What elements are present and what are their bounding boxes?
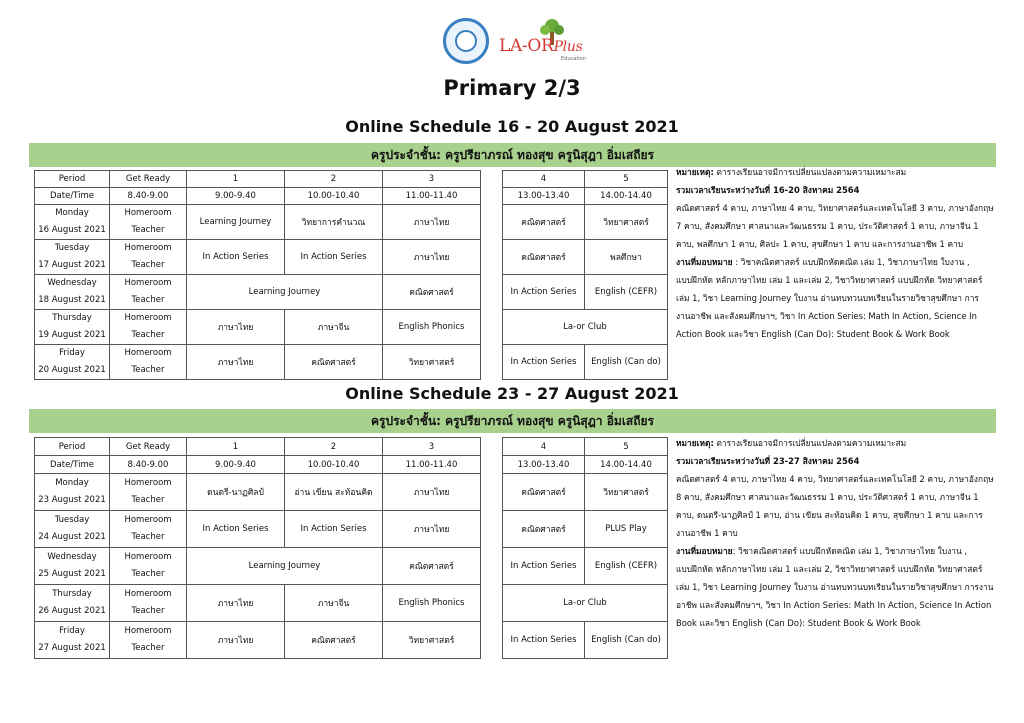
header-cell: 2 [285,171,383,188]
period-cell: คณิตศาสตร์ [285,622,383,659]
period-cell: English (Can do) [585,345,668,380]
header-cell: 11.00-11.40 [383,188,481,205]
ready-cell: Homeroom Teacher [110,275,187,310]
header-cell: Get Ready [110,438,187,456]
day-cell: Thursday 19 August 2021 [35,310,110,345]
lunch-gap [481,438,503,659]
lunch-gap [481,171,503,380]
ready-cell: Homeroom Teacher [110,310,187,345]
schedule-notes: หมายเหตุ: ตารางเรียนอาจมีการเปลี่ยนแปลงตามความเหมาะสม รวมเวลาเรียนระหว่างวันที่ 16-20 สิงหาคม 2564 คณิตศาสตร์ 4 คาบ, ภาษาไทย 4 คาบ, วิทยาศาสตร์และเทคโนโลยี 3 คาบ, ภาษาอังกฤษ 7 คาบ, สังคมศึกษา ศาสนาและวัฒนธรรม 1 คาบ, ประวัติศาสตร์ 1 คาบ, ภาษาจีน 1 คาบ, พลศึกษา 1 คาบ, ศิลปะ 1 คาบ, สุขศึกษา 1 คาบ และการงานอาชีพ 1 คาบ งานที่มอบหมาย : วิชาคณิตศาสตร์ แบบฝึกหัดคณิต เล่ม 1, วิชาภาษาไทย ใบงาน , แบบฝึกหัด หลักภาษาไทย เล่ม 1 และเล่ม 2, วิชาวิทยาศาสตร์ แบบฝึกหัด วิทยาศาสตร์ เล่ม 1, วิชา Learning Journey ใบงาน อ่านทบทวนบทเรียนในรายวิชาสุขศึกษา การ งานอาชีพ และสังคมศึกษาฯ, วิชา In Action Series: Math In Action, Science In Action Book และวิชา English (Can Do): Student Book & Work Book [676,167,994,339]
period-cell: คณิตศาสตร์ [383,548,481,585]
table-row [35,548,668,585]
day-cell: Monday 23 August 2021 [35,474,110,511]
header-cell: 4 [503,438,585,456]
schedule-title: Online Schedule 23 - 27 August 2021 [345,384,679,403]
ready-cell: Homeroom Teacher [110,345,187,380]
period-cell: คณิตศาสตร์ [383,275,481,310]
day-cell: Tuesday 24 August 2021 [35,511,110,548]
period-cell: ภาษาไทย [187,622,285,659]
period-cell: คณิตศาสตร์ [503,474,585,511]
period-cell: พลศึกษา [585,240,668,275]
period-cell: Learning Journey [187,275,383,310]
period-cell: ภาษาไทย [383,240,481,275]
period-cell: English (CEFR) [585,548,668,585]
period-cell: วิทยาศาสตร์ [383,622,481,659]
day-cell: Monday 16 August 2021 [35,205,110,240]
table-row [35,585,668,622]
header-cell: 5 [585,438,668,456]
period-cell: ดนตรี-นาฏศิลป์ [187,474,285,511]
ready-cell: Homeroom Teacher [110,474,187,511]
header-cell: Date/Time [35,456,110,474]
teacher-bar: ครูประจำชั้น: ครูปรียาภรณ์ ทองสุข ครูนิสุฎา อิ่มเสถียร [29,143,996,167]
period-cell: PLUS Play [585,511,668,548]
header-row-times [35,456,668,474]
period-cell: English (Can do) [585,622,668,659]
period-cell: คณิตศาสตร์ [285,345,383,380]
period-cell: In Action Series [503,275,585,310]
header-row-periods [35,438,668,456]
period-cell: วิทยาศาสตร์ [585,474,668,511]
period-cell: คณิตศาสตร์ [503,205,585,240]
brand-main: LA-OR [499,36,554,56]
period-cell: คณิตศาสตร์ [503,511,585,548]
day-cell: Thursday 26 August 2021 [35,585,110,622]
period-cell: วิทยาศาสตร์ [585,205,668,240]
period-cell: ภาษาไทย [187,310,285,345]
brand-logo [499,36,582,56]
ready-cell: Homeroom Teacher [110,511,187,548]
period-cell: In Action Series [187,240,285,275]
period-cell: In Action Series [503,345,585,380]
day-cell: Friday 20 August 2021 [35,345,110,380]
header-cell: 1 [187,438,285,456]
schedule-table [34,437,668,659]
table-row [35,275,668,310]
table-row [35,205,668,240]
schedule-title: Online Schedule 16 - 20 August 2021 [345,117,679,136]
header-cell: 10.00-10.40 [285,188,383,205]
header-cell: 10.00-10.40 [285,456,383,474]
period-cell: ภาษาไทย [383,511,481,548]
period-cell: In Action Series [503,622,585,659]
header-cell: 13.00-13.40 [503,188,585,205]
brand-sub: Education [561,56,586,62]
day-cell: Friday 27 August 2021 [35,622,110,659]
period-cell: คณิตศาสตร์ [503,240,585,275]
header-cell: Date/Time [35,188,110,205]
day-cell: Wednesday 25 August 2021 [35,548,110,585]
period-cell: In Action Series [285,511,383,548]
table-row [35,240,668,275]
header-cell: Get Ready [110,171,187,188]
ready-cell: Homeroom Teacher [110,205,187,240]
period-cell: La-or Club [503,310,668,345]
ready-cell: Homeroom Teacher [110,585,187,622]
header-cell: 8.40-9.00 [110,188,187,205]
header-cell: 8.40-9.00 [110,456,187,474]
header-cell: 5 [585,171,668,188]
period-cell: ภาษาไทย [187,345,285,380]
period-cell: La-or Club [503,585,668,622]
period-cell: In Action Series [503,548,585,585]
header-cell: Period [35,438,110,456]
period-cell: English (CEFR) [585,275,668,310]
schedule-table [34,170,668,380]
period-cell: ภาษาไทย [187,585,285,622]
teacher-bar: ครูประจำชั้น: ครูปรียาภรณ์ ทองสุข ครูนิสุฎา อิ่มเสถียร [29,409,996,433]
period-cell: Learning Journey [187,548,383,585]
period-cell: English Phonics [383,585,481,622]
period-cell: ภาษาไทย [383,474,481,511]
period-cell: อ่าน เขียน สะท้อนคิด [285,474,383,511]
period-cell: English Phonics [383,310,481,345]
header-logos [443,16,603,72]
schedule-notes: หมายเหตุ: ตารางเรียนอาจมีการเปลี่ยนแปลงตามความเหมาะสม รวมเวลาเรียนระหว่างวันที่ 23-27 สิงหาคม 2564 คณิตศาสตร์ 4 คาบ, ภาษาไทย 4 คาบ, วิทยาศาสตร์และเทคโนโลยี 2 คาบ, ภาษาอังกฤษ 8 คาบ, สังคมศึกษา ศาสนาและวัฒนธรรม 1 คาบ, ประวัติศาสตร์ 1 คาบ, ภาษาจีน 1 คาบ, ดนตรี-นาฏศิลป์ 1 คาบ, อ่าน เขียน สะท้อนคิด 1 คาบ, สุขศึกษา 1 คาบ และการ งานอาชีพ 1 คาบ งานที่มอบหมาย: วิชาคณิตศาสตร์ แบบฝึกหัดคณิต เล่ม 1, วิชาภาษาไทย ใบงาน , แบบฝึกหัด หลักภาษาไทย เล่ม 1 และเล่ม 2, วิชาวิทยาศาสตร์ แบบฝึกหัด วิทยาศาสตร์ เล่ม 1, วิชา Learning Journey ใบงาน อ่านทบทวนบทเรียนในรายวิชาสุขศึกษา การงาน อาชีพ และสังคมศึกษาฯ, วิชา In Action Series: Math In Action, Science In Action Book และวิชา English (Can Do): Student Book & Work Book [676,438,994,628]
header-cell: 4 [503,171,585,188]
header-row-periods [35,171,668,188]
ready-cell: Homeroom Teacher [110,240,187,275]
header-cell: 2 [285,438,383,456]
header-cell: 1 [187,171,285,188]
period-cell: วิทยาการคำนวณ [285,205,383,240]
period-cell: ภาษาไทย [383,205,481,240]
day-cell: Tuesday 17 August 2021 [35,240,110,275]
header-row-times [35,188,668,205]
period-cell: ภาษาจีน [285,585,383,622]
period-cell: Learning Journey [187,205,285,240]
period-cell: ภาษาจีน [285,310,383,345]
table-row [35,310,668,345]
page-title: Primary 2/3 [443,76,581,100]
table-row [35,511,668,548]
school-seal-icon [443,18,489,64]
header-cell: 3 [383,438,481,456]
period-cell: วิทยาศาสตร์ [383,345,481,380]
day-cell: Wednesday 18 August 2021 [35,275,110,310]
header-cell: 14.00-14.40 [585,188,668,205]
brand-plus: Plus [553,39,583,55]
ready-cell: Homeroom Teacher [110,622,187,659]
header-cell: 9.00-9.40 [187,456,285,474]
header-cell: 3 [383,171,481,188]
header-cell: Period [35,171,110,188]
header-cell: 13.00-13.40 [503,456,585,474]
ready-cell: Homeroom Teacher [110,548,187,585]
header-cell: 9.00-9.40 [187,188,285,205]
table-row [35,622,668,659]
header-cell: 14.00-14.40 [585,456,668,474]
period-cell: In Action Series [285,240,383,275]
table-row [35,474,668,511]
header-cell: 11.00-11.40 [383,456,481,474]
table-row [35,345,668,380]
period-cell: In Action Series [187,511,285,548]
